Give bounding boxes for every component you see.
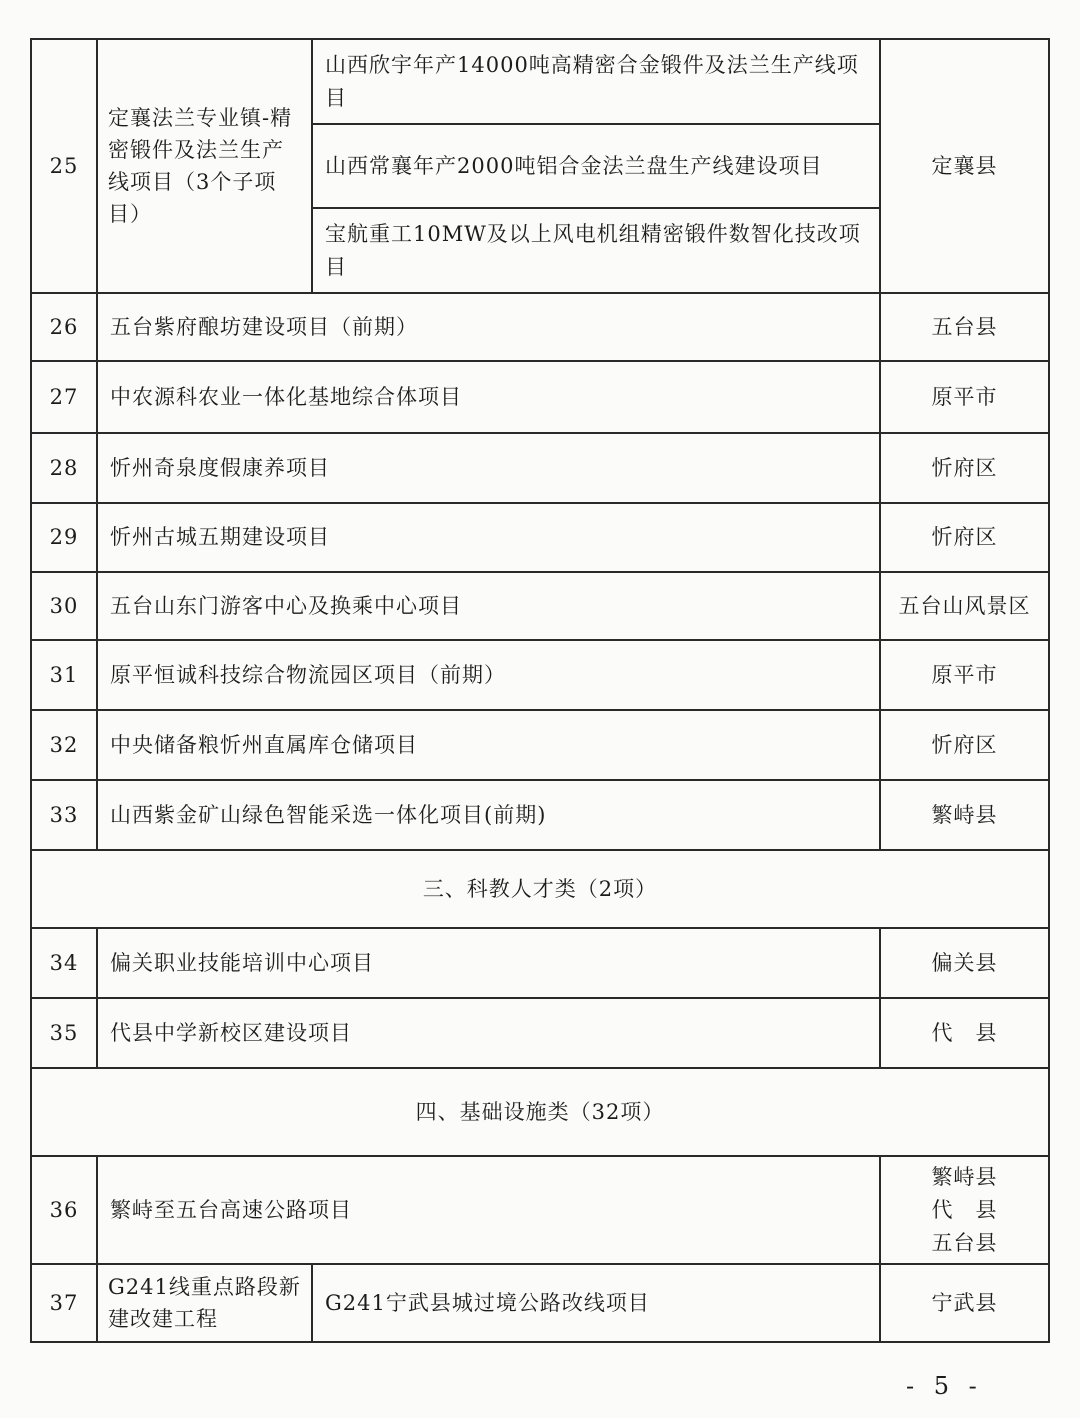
page-number: - 5 - xyxy=(906,1372,983,1400)
region-cell: 偏关县 xyxy=(880,928,1049,998)
row-number: 29 xyxy=(31,503,97,572)
project-name: 忻州古城五期建设项目 xyxy=(97,503,880,572)
row-number: 32 xyxy=(31,710,97,780)
region-cell: 原平市 xyxy=(880,361,1049,433)
project-name: 中央储备粮忻州直属库仓储项目 xyxy=(97,710,880,780)
region-name: 繁峙县 xyxy=(931,1164,998,1189)
row-number: 26 xyxy=(31,293,97,361)
region-cell xyxy=(880,1156,1049,1264)
row-number: 25 xyxy=(31,39,97,293)
region-cell: 忻府区 xyxy=(880,710,1049,780)
project-name: 偏关职业技能培训中心项目 xyxy=(97,928,880,998)
project-name: 五台紫府酿坊建设项目（前期） xyxy=(97,293,880,361)
region-name: 代 县 xyxy=(931,1197,998,1222)
row-number: 30 xyxy=(31,572,97,640)
project-name: 忻州奇泉度假康养项目 xyxy=(97,433,880,503)
row-number: 27 xyxy=(31,361,97,433)
row-number: 34 xyxy=(31,928,97,998)
region-cell: 繁峙县 xyxy=(880,780,1049,850)
row-number: 36 xyxy=(31,1156,97,1264)
row-number: 33 xyxy=(31,780,97,850)
project-name: 代县中学新校区建设项目 xyxy=(97,998,880,1068)
project-name: 五台山东门游客中心及换乘中心项目 xyxy=(97,572,880,640)
region-cell: 原平市 xyxy=(880,640,1049,710)
parent-project-name: G241线重点路段新建改建工程 xyxy=(97,1264,312,1342)
region-cell: 五台县 xyxy=(880,293,1049,361)
project-name: 原平恒诚科技综合物流园区项目（前期） xyxy=(97,640,880,710)
project-name: 繁峙至五台高速公路项目 xyxy=(97,1156,880,1264)
project-name: 中农源科农业一体化基地综合体项目 xyxy=(97,361,880,433)
sub-project-name: 山西欣宇年产14000吨高精密合金锻件及法兰生产线项目 xyxy=(312,39,880,124)
region-cell: 忻府区 xyxy=(880,433,1049,503)
row-number: 31 xyxy=(31,640,97,710)
sub-project-name: G241宁武县城过境公路改线项目 xyxy=(312,1264,880,1342)
row-number: 28 xyxy=(31,433,97,503)
sub-project-name: 宝航重工10MW及以上风电机组精密锻件数智化技改项目 xyxy=(312,208,880,293)
project-table xyxy=(30,38,1050,1343)
region-cell: 定襄县 xyxy=(880,39,1049,293)
parent-project-name: 定襄法兰专业镇-精密锻件及法兰生产线项目（3个子项目） xyxy=(97,39,312,293)
sub-project-name: 山西常襄年产2000吨铝合金法兰盘生产线建设项目 xyxy=(312,124,880,208)
row-number: 35 xyxy=(31,998,97,1068)
section-heading: 三、科教人才类（2项） xyxy=(31,850,1049,928)
region-cell: 五台山风景区 xyxy=(880,572,1049,640)
section-heading: 四、基础设施类（32项） xyxy=(31,1068,1049,1156)
row-number: 37 xyxy=(31,1264,97,1342)
region-cell: 宁武县 xyxy=(880,1264,1049,1342)
region-name: 五台县 xyxy=(931,1230,998,1255)
region-cell: 代 县 xyxy=(880,998,1049,1068)
region-cell: 忻府区 xyxy=(880,503,1049,572)
project-name: 山西紫金矿山绿色智能采选一体化项目(前期) xyxy=(97,780,880,850)
